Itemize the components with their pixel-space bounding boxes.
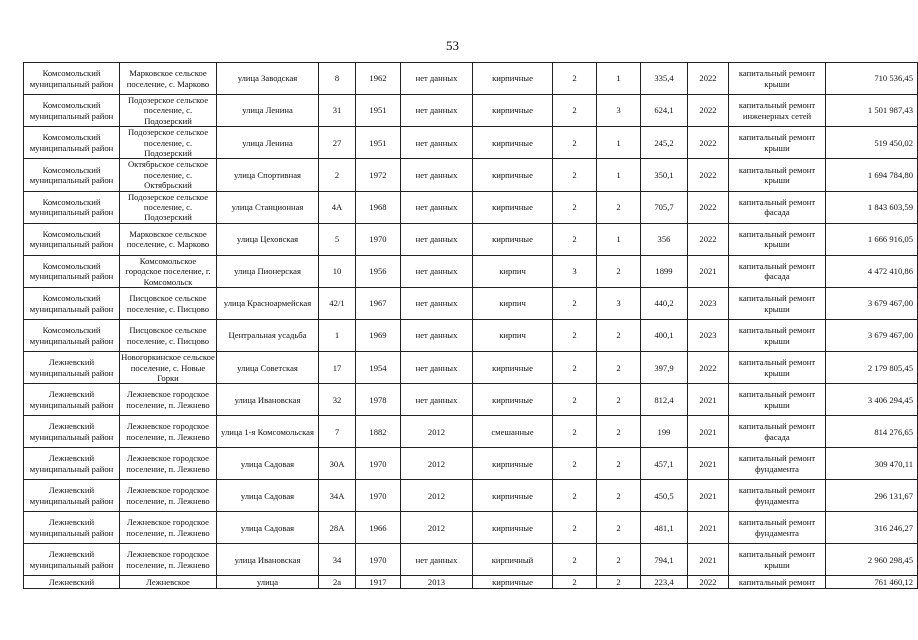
cell-street: улица Садовая bbox=[217, 448, 319, 480]
cell-municipal-district: Комсомольский муниципальный район bbox=[24, 159, 120, 191]
cell-wall-material: кирпич bbox=[473, 288, 553, 320]
cell-cost: 1 694 784,80 bbox=[826, 159, 918, 191]
cell-year-of-last-repair: нет данных bbox=[401, 127, 473, 159]
cell-street: улица bbox=[217, 576, 319, 589]
cell-planned-year: 2022 bbox=[688, 127, 729, 159]
cell-year-built: 1962 bbox=[356, 63, 401, 95]
cell-area: 335,4 bbox=[641, 63, 688, 95]
table-row bbox=[24, 576, 918, 589]
cell-wall-material: кирпичные bbox=[473, 191, 553, 223]
cell-area: 356 bbox=[641, 223, 688, 255]
cell-wall-material: кирпичные bbox=[473, 159, 553, 191]
cell-planned-year: 2021 bbox=[688, 255, 729, 287]
page-number: 53 bbox=[446, 38, 459, 53]
cell-street: улица Заводская bbox=[217, 63, 319, 95]
table-row bbox=[24, 191, 918, 223]
cell-year-built: 1969 bbox=[356, 320, 401, 352]
cell-work-type: капитальный ремонт фасада bbox=[729, 255, 826, 287]
cell-floors: 2 bbox=[553, 512, 597, 544]
cell-wall-material: кирпичные bbox=[473, 384, 553, 416]
table-row bbox=[24, 512, 918, 544]
cell-year-of-last-repair: нет данных bbox=[401, 95, 473, 127]
cell-entrances: 3 bbox=[597, 95, 641, 127]
cell-municipal-district: Комсомольский муниципальный район bbox=[24, 63, 120, 95]
cell-year-built: 1968 bbox=[356, 191, 401, 223]
cell-cost: 519 450,02 bbox=[826, 127, 918, 159]
cell-street: улица Ивановская bbox=[217, 544, 319, 576]
cell-house: 8 bbox=[319, 63, 356, 95]
cell-area: 397,9 bbox=[641, 352, 688, 384]
cell-year-built: 1967 bbox=[356, 288, 401, 320]
cell-floors: 2 bbox=[553, 576, 597, 589]
cell-year-built: 1970 bbox=[356, 480, 401, 512]
cell-year-built: 1970 bbox=[356, 448, 401, 480]
cell-street: улица Ивановская bbox=[217, 384, 319, 416]
cell-planned-year: 2022 bbox=[688, 95, 729, 127]
cell-entrances: 1 bbox=[597, 127, 641, 159]
cell-planned-year: 2022 bbox=[688, 63, 729, 95]
cell-street: улица Спортивная bbox=[217, 159, 319, 191]
cell-entrances: 2 bbox=[597, 448, 641, 480]
cell-year-of-last-repair: нет данных bbox=[401, 255, 473, 287]
table-row bbox=[24, 352, 918, 384]
cell-cost: 710 536,45 bbox=[826, 63, 918, 95]
cell-settlement: Лежневское городское поселение, п. Лежнево bbox=[120, 512, 217, 544]
cell-house: 30А bbox=[319, 448, 356, 480]
cell-settlement: Лежневское городское поселение, п. Лежнево bbox=[120, 416, 217, 448]
cell-house: 4А bbox=[319, 191, 356, 223]
cell-entrances: 2 bbox=[597, 191, 641, 223]
cell-cost: 3 679 467,00 bbox=[826, 320, 918, 352]
cell-municipal-district: Лежневский муниципальный район bbox=[24, 544, 120, 576]
cell-municipal-district: Комсомольский муниципальный район bbox=[24, 95, 120, 127]
cell-wall-material: кирпичные bbox=[473, 512, 553, 544]
cell-wall-material: кирпичные bbox=[473, 95, 553, 127]
cell-work-type: капитальный ремонт фасада bbox=[729, 416, 826, 448]
cell-entrances: 2 bbox=[597, 384, 641, 416]
cell-entrances: 2 bbox=[597, 576, 641, 589]
cell-house: 2 bbox=[319, 159, 356, 191]
cell-year-of-last-repair: 2012 bbox=[401, 480, 473, 512]
cell-cost: 316 246,27 bbox=[826, 512, 918, 544]
cell-settlement: Подозерское сельское поселение, с. Подозерский bbox=[120, 191, 217, 223]
cell-year-built: 1882 bbox=[356, 416, 401, 448]
cell-area: 223,4 bbox=[641, 576, 688, 589]
cell-planned-year: 2022 bbox=[688, 223, 729, 255]
cell-municipal-district: Лежневский bbox=[24, 576, 120, 589]
cell-municipal-district: Лежневский муниципальный район bbox=[24, 512, 120, 544]
cell-floors: 2 bbox=[553, 352, 597, 384]
cell-municipal-district: Комсомольский муниципальный район bbox=[24, 191, 120, 223]
cell-wall-material: кирпичные bbox=[473, 63, 553, 95]
cell-cost: 309 470,11 bbox=[826, 448, 918, 480]
cell-wall-material: кирпич bbox=[473, 255, 553, 287]
cell-year-of-last-repair: 2012 bbox=[401, 512, 473, 544]
cell-area: 400,1 bbox=[641, 320, 688, 352]
cell-cost: 3 679 467,00 bbox=[826, 288, 918, 320]
cell-work-type: капитальный ремонт крыши bbox=[729, 352, 826, 384]
cell-area: 812,4 bbox=[641, 384, 688, 416]
cell-settlement: Лежневское городское поселение, п. Лежнево bbox=[120, 384, 217, 416]
cell-area: 794,1 bbox=[641, 544, 688, 576]
table-row bbox=[24, 63, 918, 95]
cell-year-of-last-repair: 2012 bbox=[401, 416, 473, 448]
cell-house: 31 bbox=[319, 95, 356, 127]
cell-planned-year: 2022 bbox=[688, 576, 729, 589]
cell-area: 481,1 bbox=[641, 512, 688, 544]
cell-house: 42/1 bbox=[319, 288, 356, 320]
cell-floors: 2 bbox=[553, 448, 597, 480]
cell-house: 17 bbox=[319, 352, 356, 384]
cell-municipal-district: Комсомольский муниципальный район bbox=[24, 255, 120, 287]
cell-area: 457,1 bbox=[641, 448, 688, 480]
cell-work-type: капитальный ремонт крыши bbox=[729, 288, 826, 320]
cell-year-built: 1972 bbox=[356, 159, 401, 191]
cell-wall-material: кирпичные bbox=[473, 480, 553, 512]
cell-street: улица Садовая bbox=[217, 480, 319, 512]
cell-year-of-last-repair: нет данных bbox=[401, 544, 473, 576]
cell-settlement: Лежневское городское поселение, п. Лежнево bbox=[120, 480, 217, 512]
cell-year-built: 1956 bbox=[356, 255, 401, 287]
cell-year-of-last-repair: 2012 bbox=[401, 448, 473, 480]
cell-work-type: капитальный ремонт крыши bbox=[729, 127, 826, 159]
cell-entrances: 2 bbox=[597, 544, 641, 576]
cell-area: 1899 bbox=[641, 255, 688, 287]
cell-entrances: 2 bbox=[597, 320, 641, 352]
cell-year-built: 1954 bbox=[356, 352, 401, 384]
cell-planned-year: 2021 bbox=[688, 544, 729, 576]
cell-year-built: 1978 bbox=[356, 384, 401, 416]
cell-settlement: Новогоркинское сельское поселение, с. Новые Горки bbox=[121, 352, 215, 383]
table-row bbox=[24, 416, 918, 448]
cell-house: 5 bbox=[319, 223, 356, 255]
cell-entrances: 1 bbox=[597, 159, 641, 191]
cell-area: 624,1 bbox=[641, 95, 688, 127]
cell-cost: 1 501 987,43 bbox=[826, 95, 918, 127]
cell-year-built: 1917 bbox=[356, 576, 401, 589]
cell-entrances: 2 bbox=[597, 416, 641, 448]
cell-house: 32 bbox=[319, 384, 356, 416]
cell-municipal-district: Лежневский муниципальный район bbox=[24, 384, 120, 416]
cell-area: 245,2 bbox=[641, 127, 688, 159]
cell-municipal-district: Лежневский муниципальный район bbox=[24, 448, 120, 480]
cell-floors: 2 bbox=[553, 416, 597, 448]
cell-area: 350,1 bbox=[641, 159, 688, 191]
cell-street: Центральная усадьба bbox=[217, 320, 319, 352]
cell-cost: 1 666 916,05 bbox=[826, 223, 918, 255]
cell-floors: 2 bbox=[553, 384, 597, 416]
cell-settlement: Лежневское bbox=[120, 576, 217, 589]
cell-year-of-last-repair: 2013 bbox=[401, 576, 473, 589]
cell-street: улица Ленина bbox=[217, 95, 319, 127]
cell-municipal-district: Лежневский муниципальный район bbox=[24, 416, 120, 448]
cell-year-of-last-repair: нет данных bbox=[401, 159, 473, 191]
cell-area: 440,2 bbox=[641, 288, 688, 320]
table-row bbox=[24, 480, 918, 512]
cell-work-type: капитальный ремонт крыши bbox=[729, 223, 826, 255]
table-row bbox=[24, 159, 918, 191]
cell-municipal-district: Комсомольский муниципальный район bbox=[24, 288, 120, 320]
cell-settlement: Подозерское сельское поселение, с. Подозерский bbox=[120, 95, 217, 127]
cell-street: улица Ленина bbox=[217, 127, 319, 159]
cell-settlement: Писцовское сельское поселение, с. Писцово bbox=[120, 288, 217, 320]
cell-floors: 2 bbox=[553, 288, 597, 320]
cell-entrances: 3 bbox=[597, 288, 641, 320]
cell-floors: 2 bbox=[553, 63, 597, 95]
cell-settlement: Комсомольское городское поселение, г. Комсомольск bbox=[120, 255, 217, 287]
cell-planned-year: 2021 bbox=[688, 480, 729, 512]
cell-cost: 814 276,65 bbox=[826, 416, 918, 448]
cell-floors: 3 bbox=[553, 255, 597, 287]
cell-year-of-last-repair: нет данных bbox=[401, 384, 473, 416]
cell-street: улица 1-я Комсомольская bbox=[217, 416, 319, 448]
cell-floors: 2 bbox=[553, 159, 597, 191]
cell-settlement: Подозерское сельское поселение, с. Подозерский bbox=[120, 127, 217, 159]
cell-cost: 2 179 805,45 bbox=[826, 352, 918, 384]
cell-municipal-district: Лежневский муниципальный район bbox=[24, 352, 120, 384]
cell-work-type: капитальный ремонт крыши bbox=[729, 159, 826, 191]
table-row bbox=[24, 320, 918, 352]
cell-settlement: Писцовское сельское поселение, с. Писцово bbox=[120, 320, 217, 352]
cell-year-of-last-repair: нет данных bbox=[401, 320, 473, 352]
cell-street: улица Пионерская bbox=[217, 255, 319, 287]
cell-entrances: 2 bbox=[597, 512, 641, 544]
table-row bbox=[24, 127, 918, 159]
cell-street: улица Станционная bbox=[217, 191, 319, 223]
cell-year-of-last-repair: нет данных bbox=[401, 352, 473, 384]
table-row bbox=[24, 384, 918, 416]
cell-work-type: капитальный ремонт фундамента bbox=[729, 512, 826, 544]
cell-work-type: капитальный ремонт фундамента bbox=[729, 448, 826, 480]
cell-floors: 2 bbox=[553, 480, 597, 512]
cell-year-built: 1970 bbox=[356, 544, 401, 576]
cell-year-of-last-repair: нет данных bbox=[401, 288, 473, 320]
table-row bbox=[24, 255, 918, 287]
cell-cost: 4 472 410,86 bbox=[826, 255, 918, 287]
cell-work-type: капитальный ремонт крыши bbox=[729, 384, 826, 416]
cell-year-of-last-repair: нет данных bbox=[401, 223, 473, 255]
cell-wall-material: кирпичные bbox=[473, 223, 553, 255]
cell-planned-year: 2021 bbox=[688, 384, 729, 416]
cell-wall-material: кирпичные bbox=[473, 127, 553, 159]
cell-house: 34А bbox=[319, 480, 356, 512]
cell-work-type: капитальный ремонт крыши bbox=[729, 320, 826, 352]
cell-street: улица Садовая bbox=[217, 512, 319, 544]
cell-house: 2а bbox=[319, 576, 356, 589]
cell-year-built: 1970 bbox=[356, 223, 401, 255]
cell-work-type: капитальный ремонт крыши bbox=[729, 544, 826, 576]
cell-settlement: Октябрьское сельское поселение, с. Октябрьский bbox=[120, 159, 217, 191]
cell-wall-material: кирпич bbox=[473, 320, 553, 352]
cell-planned-year: 2023 bbox=[688, 288, 729, 320]
table-row bbox=[24, 448, 918, 480]
cell-planned-year: 2021 bbox=[688, 512, 729, 544]
cell-settlement: Лежневское городское поселение, п. Лежнево bbox=[120, 448, 217, 480]
cell-settlement: Марковское сельское поселение, с. Марково bbox=[120, 63, 217, 95]
cell-work-type: капитальный ремонт фундамента bbox=[729, 480, 826, 512]
cell-cost: 3 406 294,45 bbox=[826, 384, 918, 416]
cell-planned-year: 2023 bbox=[688, 320, 729, 352]
cell-work-type: капитальный ремонт инженерных сетей bbox=[729, 95, 826, 127]
cell-street: улица Цеховская bbox=[217, 223, 319, 255]
cell-wall-material: кирпичные bbox=[473, 448, 553, 480]
cell-house: 34 bbox=[319, 544, 356, 576]
cell-wall-material: кирпичный bbox=[473, 544, 553, 576]
cell-work-type: капитальный ремонт фасада bbox=[729, 191, 826, 223]
cell-cost: 761 460,12 bbox=[826, 576, 918, 589]
cell-floors: 2 bbox=[553, 544, 597, 576]
table-row bbox=[24, 95, 918, 127]
cell-planned-year: 2021 bbox=[688, 416, 729, 448]
cell-municipal-district: Комсомольский муниципальный район bbox=[24, 223, 120, 255]
cell-planned-year: 2022 bbox=[688, 191, 729, 223]
cell-area: 705,7 bbox=[641, 191, 688, 223]
cell-street: улица Советская bbox=[217, 352, 319, 384]
cell-street: улица Красноармейская bbox=[217, 288, 319, 320]
cell-work-type: капитальный ремонт bbox=[729, 576, 826, 589]
cell-municipal-district: Лежневский муниципальный район bbox=[24, 480, 120, 512]
housing-repair-table bbox=[23, 62, 918, 589]
cell-house: 10 bbox=[319, 255, 356, 287]
cell-area: 450,5 bbox=[641, 480, 688, 512]
cell-floors: 2 bbox=[553, 95, 597, 127]
cell-planned-year: 2022 bbox=[688, 159, 729, 191]
cell-area: 199 bbox=[641, 416, 688, 448]
cell-planned-year: 2022 bbox=[688, 352, 729, 384]
cell-settlement: Марковское сельское поселение, с. Марково bbox=[120, 223, 217, 255]
cell-planned-year: 2021 bbox=[688, 448, 729, 480]
table-row bbox=[24, 544, 918, 576]
cell-wall-material: кирпичные bbox=[473, 352, 553, 384]
cell-municipal-district: Комсомольский муниципальный район bbox=[24, 127, 120, 159]
cell-year-of-last-repair: нет данных bbox=[401, 191, 473, 223]
cell-work-type: капитальный ремонт крыши bbox=[729, 63, 826, 95]
cell-entrances: 2 bbox=[597, 255, 641, 287]
cell-entrances: 1 bbox=[597, 223, 641, 255]
cell-wall-material: смешанные bbox=[473, 416, 553, 448]
cell-wall-material: кирпичные bbox=[473, 576, 553, 589]
cell-year-built: 1951 bbox=[356, 127, 401, 159]
cell-floors: 2 bbox=[553, 320, 597, 352]
cell-cost: 296 131,67 bbox=[826, 480, 918, 512]
cell-municipal-district: Комсомольский муниципальный район bbox=[24, 320, 120, 352]
cell-floors: 2 bbox=[553, 223, 597, 255]
cell-house: 7 bbox=[319, 416, 356, 448]
cell-entrances: 1 bbox=[597, 63, 641, 95]
cell-year-built: 1951 bbox=[356, 95, 401, 127]
cell-entrances: 2 bbox=[597, 480, 641, 512]
cell-house: 27 bbox=[319, 127, 356, 159]
table-row bbox=[24, 223, 918, 255]
cell-floors: 2 bbox=[553, 127, 597, 159]
table-row bbox=[24, 288, 918, 320]
cell-entrances: 2 bbox=[597, 352, 641, 384]
cell-house: 1 bbox=[319, 320, 356, 352]
cell-cost: 1 843 603,59 bbox=[826, 191, 918, 223]
cell-cost: 2 960 298,45 bbox=[826, 544, 918, 576]
cell-year-of-last-repair: нет данных bbox=[401, 63, 473, 95]
cell-settlement: Лежневское городское поселение, п. Лежнево bbox=[120, 544, 217, 576]
cell-floors: 2 bbox=[553, 191, 597, 223]
cell-year-built: 1966 bbox=[356, 512, 401, 544]
cell-house: 28А bbox=[319, 512, 356, 544]
